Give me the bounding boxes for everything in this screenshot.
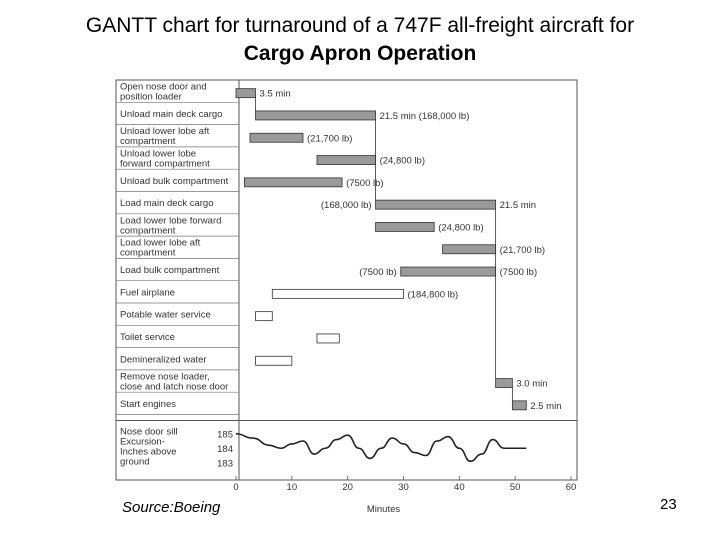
task-bar (496, 379, 513, 388)
task-label: Unload lower lobe aft (120, 126, 210, 138)
task-label: Load lower lobe aft (120, 237, 201, 249)
excursion-y-tick: 185 (217, 429, 233, 441)
task-label: Unload lower lobe (120, 148, 197, 160)
task-annotation: 3.5 min (259, 88, 291, 100)
task-label: close and latch nose door (120, 381, 229, 393)
task-label: Start engines (120, 398, 176, 410)
task-annotation: (7500 lb) (499, 267, 538, 279)
page-number: 23 (660, 496, 677, 513)
source-note: Source:Boeing (122, 499, 221, 516)
task-bar (317, 334, 339, 343)
task-annotation: (7500 lb) (359, 267, 397, 279)
x-tick-label: 30 (398, 482, 409, 493)
task-label: compartment (120, 225, 176, 237)
excursion-label: Inches above (120, 446, 177, 458)
task-bar (256, 111, 376, 120)
task-label: compartment (120, 136, 176, 148)
task-annotation: (21,700 lb) (499, 244, 546, 256)
task-annotation: (168,000 lb) (320, 200, 372, 212)
task-annotation: 21.5 min (499, 200, 537, 212)
task-label: Demineralized water (120, 354, 207, 366)
task-label: Open nose door and (120, 81, 207, 93)
task-bar (317, 156, 376, 165)
task-annotation: (24,800 lb) (438, 222, 484, 234)
task-bar (401, 267, 496, 276)
x-tick-label: 60 (565, 482, 577, 493)
task-annotation: (24,800 lb) (379, 155, 426, 167)
task-annotation: (21,700 lb) (307, 133, 353, 145)
task-bar (376, 222, 435, 231)
task-bar (256, 312, 273, 321)
x-tick-label: 0 (233, 482, 239, 493)
task-label: Toilet service (120, 331, 175, 343)
task-bar (250, 133, 303, 142)
x-tick-label: 40 (454, 482, 465, 493)
task-bar (443, 245, 496, 254)
slide-subtitle: Cargo Apron Operation (243, 42, 477, 65)
task-label: Remove nose loader, (120, 371, 210, 383)
task-label: compartment (120, 247, 176, 259)
task-bar (244, 178, 342, 187)
task-bar (236, 89, 256, 98)
x-axis-label: Minutes (366, 504, 401, 515)
task-label: Load bulk compartment (120, 265, 220, 277)
task-annotation: (184,800 lb) (407, 289, 459, 301)
slide-title: GANTT chart for turnaround of a 747F all-freight aircraft for (85, 14, 635, 37)
excursion-y-tick: 184 (217, 443, 233, 455)
excursion-label: Nose door sill (120, 426, 178, 438)
excursion-y-tick: 183 (217, 458, 233, 470)
task-bar (256, 356, 292, 365)
task-label: Load lower lobe forward (120, 215, 222, 227)
task-bar (376, 200, 496, 209)
task-label: position loader (120, 91, 182, 103)
x-tick-label: 10 (286, 482, 298, 493)
x-tick-label: 50 (509, 482, 521, 493)
task-label: Fuel airplane (120, 287, 175, 299)
task-annotation: 2.5 min (530, 400, 562, 412)
task-label: Unload bulk compartment (120, 175, 229, 187)
task-label: Load main deck cargo (120, 198, 214, 210)
excursion-label: Excursion- (120, 436, 165, 448)
task-annotation: (7500 lb) (346, 177, 384, 189)
task-annotation: 3.0 min (516, 378, 548, 390)
task-label: Unload main deck cargo (120, 108, 223, 120)
task-label: Potable water service (120, 309, 211, 321)
x-tick-label: 20 (342, 482, 353, 493)
excursion-line (236, 434, 526, 462)
task-label: forward compartment (120, 158, 210, 170)
task-bar (272, 289, 403, 298)
task-bar (512, 401, 526, 410)
excursion-label: ground (120, 456, 150, 468)
task-annotation: 21.5 min (168,000 lb) (379, 110, 470, 122)
